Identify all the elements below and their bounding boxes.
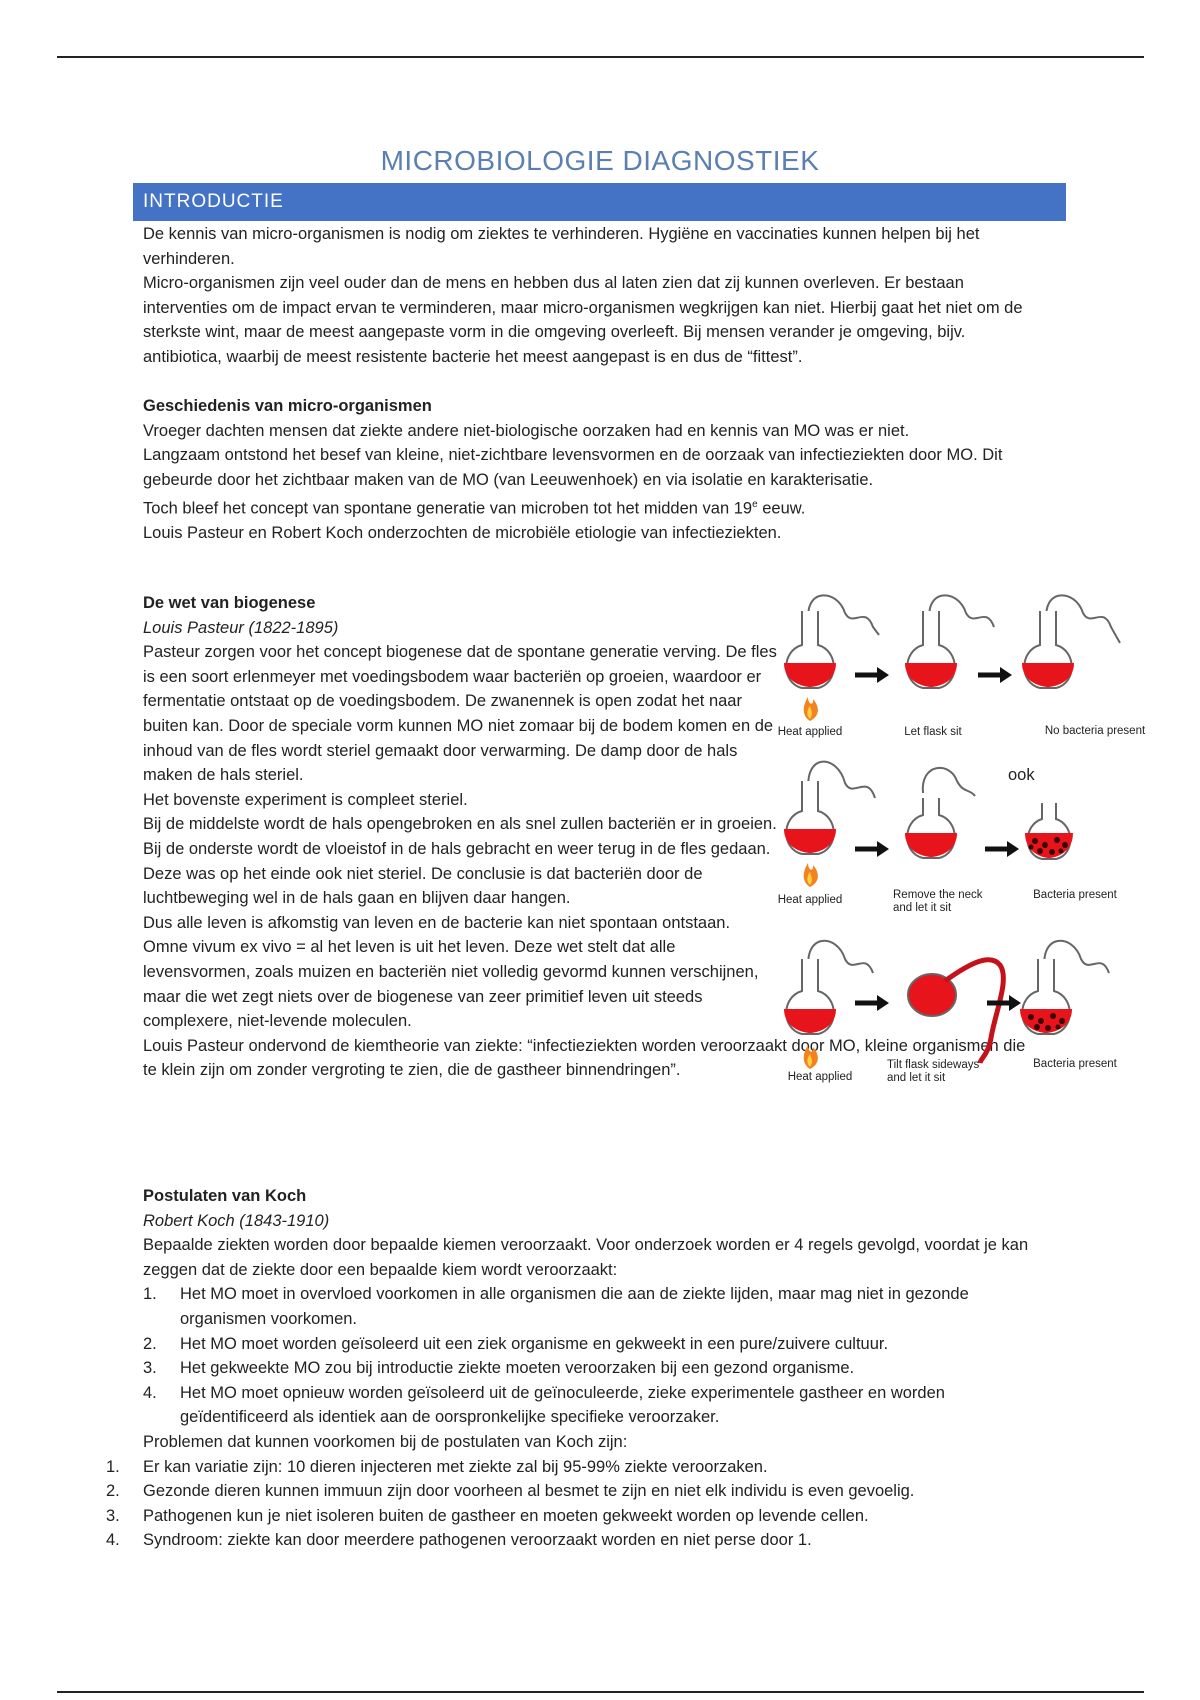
list-item: 4. Het MO moet opnieuw worden geïsoleerd uit de geïnoculeerde, zieke experimentele gastheer en worden geïdentificeerd als identiek aan de oorspronkelijke specifieke veroorzaker.	[143, 1383, 945, 1427]
koch-author: Robert Koch (1843-1910)	[143, 1211, 330, 1230]
koch-problems-list	[106, 1455, 1006, 1553]
list-item: 1. Er kan variatie zijn: 10 dieren injecteren met ziekte zal bij 95-99% ziekte veroorzaken.	[106, 1457, 768, 1476]
figure-label: Tilt flask sideways and let it sit	[887, 1059, 980, 1084]
koch-block	[106, 1184, 1043, 1553]
biogenese-paragraph-1: Pasteur zorgen voor het concept biogenese dat de spontane generatie verving. De fles is een soort erlenmeyer met voedingsbodem waar bacteriën op groeien, waardoor er fermentatie ontstaat op de voedingsbodem. De zwanennek is open zodat het naar buiten kan. Door de speciale vorm kunnen MO niet zomaar bij de bodem komen en de inhoud van de fles wordt steriel gemaakt door verwarming. De damp door de hals maken de hals steriel.	[143, 643, 777, 785]
flask-row-1	[784, 595, 1120, 721]
biogenese-paragraph-7: Louis Pasteur ondervond de kiemtheorie van ziekte: “infectieziekten worden veroorzaakt door MO, kleine organismen die te klein zijn om zonder vergroting te zien, die de gastheer binnendringen”.	[143, 1036, 1026, 1080]
biogenese-author: Louis Pasteur (1822-1895)	[143, 618, 339, 637]
koch-intro: Bepaalde ziekten worden door bepaalde kiemen veroorzaakt. Voor onderzoek worden er 4 regels gevolgd, voordat je kan zeggen dat de ziekte door een bepaalde kiem wordt veroorzaakt:	[143, 1236, 1029, 1279]
koch-problems-intro: Problemen dat kunnen voorkomen bij de postulaten van Koch zijn:	[143, 1432, 628, 1451]
history-paragraph-2: Langzaam ontstond het besef van kleine, niet-zichtbare levensvormen en de oorzaak van infectieziekten door MO. Dit gebeurde door het zichtbaar maken van de MO (van Leeuwenhoek) en via isolatie en karakterisatie.	[143, 446, 1003, 489]
list-item: 2. Gezonde dieren kunnen immuun zijn door voorheen al besmet te zijn en niet elk individu is even gevoelig.	[106, 1482, 915, 1501]
figure-label: Bacteria present	[1033, 889, 1117, 901]
flask-row-3	[784, 941, 1109, 1069]
list-item: 3. Pathogenen kun je niet isoleren buiten de gastheer en moeten gekweekt worden op levende cellen.	[106, 1506, 869, 1525]
intro-block	[143, 222, 1043, 545]
biogenese-paragraph-2: Het bovenste experiment is compleet steriel.	[143, 790, 468, 809]
history-paragraph-1: Vroeger dachten mensen dat ziekte andere niet-biologische oorzaken had en kennis van MO was er niet.	[143, 421, 910, 440]
figure-label: Bacteria present	[1033, 1058, 1117, 1070]
list-item: 4. Syndroom: ziekte kan door meerdere pathogenen veroorzaakt worden en niet perse door 1.	[106, 1531, 812, 1550]
figure-label: Let flask sit	[904, 726, 962, 738]
biogenese-paragraph-4: Bij de onderste wordt de vloeistof in de hals gebracht en weer terug in de fles gedaan. Deze was op het einde ook niet steriel. De conclusie is dat bacteriën door de luchtbeweging wel in de hals gaan en blijven daar hangen.	[143, 839, 771, 908]
history-paragraph-4: Louis Pasteur en Robert Koch onderzochten de microbiële etiologie van infectieziekten.	[143, 523, 782, 542]
history-paragraph-3: Toch bleef het concept van spontane generatie van microben tot het midden van 19e eeuw.	[143, 498, 806, 518]
figure-annotation-ook: ook	[1008, 766, 1035, 784]
koch-rules-list	[143, 1282, 1043, 1430]
figure-label: Heat applied	[787, 1071, 853, 1083]
intro-paragraph-2: Micro-organismen zijn veel ouder dan de mens en hebben dus al laten zien dat zij kunnen overleven. Er bestaan interventies om de impact ervan te verminderen, maar micro-organismen wegkrijgen kan niet. Hierbij gaat het niet om de sterkste wint, maar de meest aangepaste vorm in die omgeving overleeft. Bij mensen verander je omgeving, bijv. antibiotica, waarbij de meest resistente bacterie het meest aangepast is en dus de “fittest”.	[143, 274, 1023, 366]
biogenese-heading: De wet van biogenese	[143, 594, 316, 612]
page-title: MICROBIOLOGIE DIAGNOSTIEK	[380, 145, 820, 176]
flask-diagram	[775, 593, 1165, 1093]
list-item: 3. Het gekweekte MO zou bij introductie ziekte moeten veroorzaken bij een gezond organisme.	[143, 1359, 855, 1378]
figure-label: Heat applied	[777, 726, 843, 738]
list-item: 2. Het MO moet worden geïsoleerd uit een ziek organisme en gekweekt in een pure/zuivere cultuur.	[143, 1334, 889, 1353]
figure-label: No bacteria present	[1044, 725, 1146, 737]
biogenese-paragraph-6: Omne vivum ex vivo = al het leven is uit het leven. Deze wet stelt dat alle levensvormen, zoals muizen en bacteriën niet volledig gevormd kunnen verschijnen, maar die wet zegt niets over de biogenese van zeer primitief leven uit steeds complexere, niet-levende moleculen.	[143, 938, 759, 1031]
top-rule	[57, 56, 1144, 58]
pasteur-flask-figure	[775, 593, 1165, 1093]
biogenese-paragraph-3: Bij de middelste wordt de hals opengebroken en als snel zullen bacteriën er in groeien.	[143, 815, 777, 834]
figure-label: Heat applied	[777, 894, 843, 906]
history-heading: Geschiedenis van micro-organismen	[143, 397, 432, 416]
list-item: 1. Het MO moet in overvloed voorkomen in alle organismen die aan de ziekte lijden, maar mag niet in gezonde organismen voorkomen.	[143, 1285, 969, 1328]
figure-label: Remove the neck and let it sit	[893, 889, 983, 914]
section-header-introductie: INTRODUCTIE	[133, 183, 1066, 221]
biogenese-paragraph-5: Dus alle leven is afkomstig van leven en de bacterie kan niet spontaan ontstaan.	[143, 913, 731, 932]
koch-heading: Postulaten van Koch	[143, 1187, 307, 1205]
intro-paragraph-1: De kennis van micro-organismen is nodig om ziektes te verhinderen. Hygiëne en vaccinaties kunnen helpen bij het verhinderen.	[143, 225, 980, 268]
bottom-rule	[57, 1691, 1144, 1693]
